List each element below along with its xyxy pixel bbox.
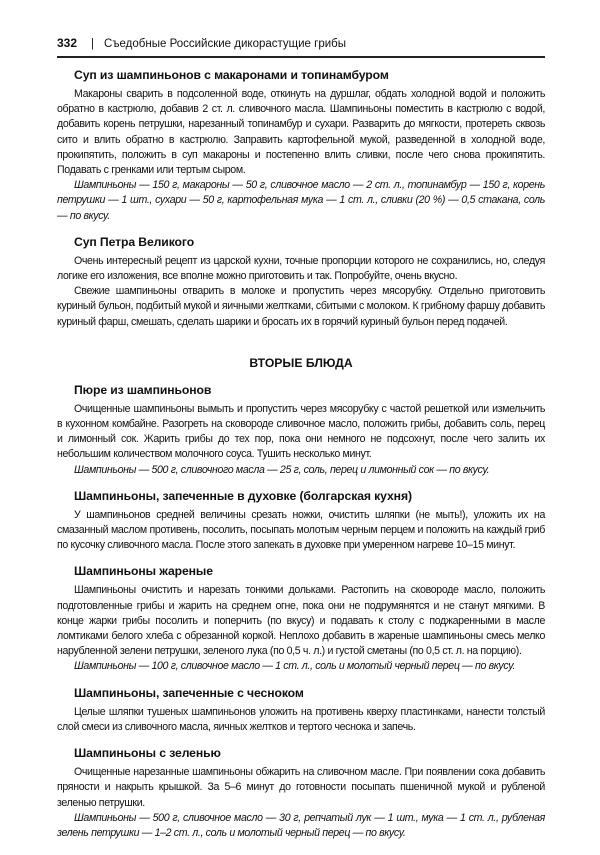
recipe-ingredients: Шампиньоны — 500 г, сливочное масло — 30 г, репчатый лук — 1 шт., мука — 1 ст. л., рубленая зелень петрушки — 1–2 ст. л., соль и молотый черный перец — по вкусу. <box>57 811 545 839</box>
recipe-title: Шампиньоны жареные <box>74 564 213 579</box>
page-number: 332 <box>57 36 78 50</box>
header-rule <box>57 56 545 58</box>
recipe-title: Суп из шампиньонов с макаронами и топинамбуром <box>74 68 389 82</box>
recipe-paragraph: Очень интересный рецепт из царской кухни, точные пропорции которого не сохранились, но, следуя логике его изложения, все вполне можно приготовить и так. Попробуйте, очень вкусно. <box>57 254 545 283</box>
recipe-paragraph: Целые шляпки тушеных шампиньонов уложить на противень кверху пластинками, нанести толстый слой смеси из сливочного масла, яичных желтков и тертого чеснока и запечь. <box>57 705 545 733</box>
recipe-paragraph: Макароны сварить в подсоленной воде, откинуть на дуршлаг, обдать холодной водой и положить обратно в кастрюлю, добавив 2 ст. л. сливочного масла. Шампиньоны поместить в кастрюлю с водой, добавить корень петрушки, нарезанный топинамбур и сухари. Разварить до мягкости, протереть сквозь сито и влить обратно в кастрюлю. Заправить картофельной мукой, разведенной в холодной воде, прокипятить, положить в суп макароны и постепенно влить сливки, после чего снова прокипятить. Подавать с гренками или тертым сыром. <box>57 88 545 177</box>
recipe-title: Шампиньоны, запеченные с чесноком <box>74 685 304 700</box>
section-title: ВТОРЫЕ БЛЮДА <box>249 355 353 370</box>
running-header <box>57 36 545 52</box>
recipe-title: Шампиньоны, запеченные в духовке (болгарская кухня) <box>74 488 412 503</box>
recipe-ingredients: Шампиньоны — 500 г, сливочного масла — 25 г, соль, перец и лимонный сок — по вкусу. <box>74 463 490 476</box>
recipe-title: Пюре из шампиньонов <box>74 382 212 397</box>
recipe-ingredients: Шампиньоны — 150 г, макароны — 50 г, сливочное масло — 2 ст. л., топинамбур — 150 г, корень петрушки — 1 шт., сухари — 50 г, картофельная мука — 1 ст. л., сливки (20 %) — 0,5 стакана, соль — по вкусу. <box>57 179 545 222</box>
recipe-title: Шампиньоны с зеленью <box>74 746 221 761</box>
header-separator: | <box>91 38 95 50</box>
book-page <box>57 36 545 841</box>
recipe-paragraph: Свежие шампиньоны отварить в молоке и пропустить через мясорубку. Отдельно приготовить куриный бульон, подбитый мукой и яичными желтками, сбитыми с молоком. К грибному фаршу добавить куриный фарш, смешать, сделать шарики и бросать их в горячий куриный бульон перед подачей. <box>57 285 545 328</box>
recipe-paragraph: У шампиньонов средней величины срезать ножки, очистить шляпки (не мыть!), уложить их на смазанный маслом противень, посолить, посыпать молотым черным перцем и положить на каждый гриб по кусочку сливочного масла. После этого запекать в духовке при умеренном нагреве 10–15 минут. <box>57 508 545 552</box>
recipe-paragraph: Очищенные нарезанные шампиньоны обжарить на сливочном масле. При появлении сока добавить пряности и накрыть крышкой. За 5–6 минут до готовности посыпать пшеничной мукой и рубленой зеленью петрушки. <box>57 766 545 809</box>
recipe-paragraph: Шампиньоны очистить и нарезать тонкими дольками. Растопить на сковороде масло, положить подготовленные грибы и жарить на среднем огне, пока они не подрумянятся и не станут мягкими. В конце жарки грибы посолить и поперчить (по вкусу) и подавать к столу с поджаренными в масле ломтиками белого хлеба с обрезанной коркой. Неплохо добавить в жареные шампиньоны смесь мелко нарубленной зелени петрушки, зеленого лука (по 0,5 ч. л.) и густой сметаны (по 0,5 ст. л. на порцию). <box>57 584 545 658</box>
recipe-paragraph: Очищенные шампиньоны вымыть и пропустить через мясорубку с частой решеткой или измельчить в кухонном комбайне. Разогреть на сковороде сливочное масло, положить грибы, добавить соль, перец и лимонный сок. Жарить грибы до тех пор, пока они немного не подсохнут, после чего залить их небольшим количеством молочного соуса. Тушить несколько минут. <box>57 402 545 461</box>
recipe-ingredients: Шампиньоны — 100 г, сливочное масло — 1 ст. л., соль и молотый черный перец — по вкусу. <box>74 660 516 673</box>
book-title: Съедобные Российские дикорастущие грибы <box>104 38 346 50</box>
recipe-title: Суп Петра Великого <box>74 234 195 249</box>
